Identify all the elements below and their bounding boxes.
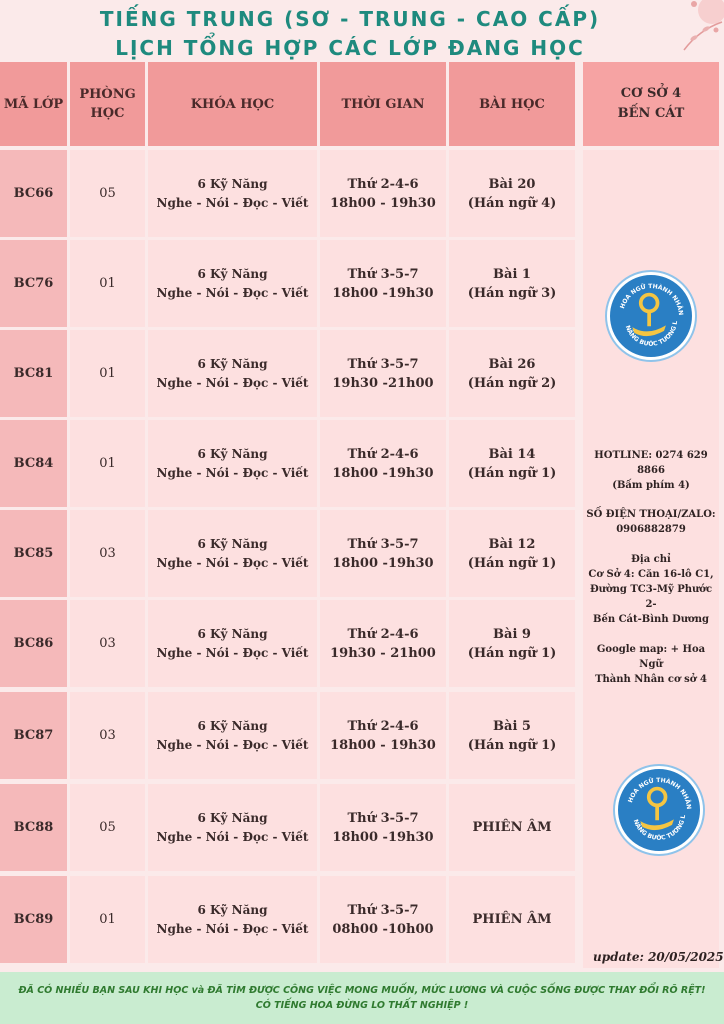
lesson-cell (449, 876, 575, 963)
course-cell-line: 6 Kỹ Năng (197, 446, 268, 461)
course-cell-line: Nghe - Nói - Đọc - Viết (156, 645, 309, 660)
room-cell: 03 (70, 692, 145, 779)
lesson-cell-line: Bài 5 (493, 718, 531, 734)
room-cell: 03 (70, 600, 145, 687)
header-lesson: BÀI HỌC (449, 62, 575, 146)
time-cell-line: Thứ 3-5-7 (347, 266, 419, 282)
school-logo-icon (615, 766, 703, 854)
lesson-cell-line: Bài 1 (493, 266, 531, 282)
branch-name: CƠ SỞ 4 (620, 86, 682, 101)
time-cell-line: Thứ 2-4-6 (347, 446, 419, 462)
room-cell: 01 (70, 420, 145, 507)
time-cell (320, 876, 446, 963)
time-cell (320, 692, 446, 779)
course-cell-line: 6 Kỹ Năng (197, 356, 268, 371)
course-cell-line: Nghe - Nói - Đọc - Viết (156, 195, 309, 210)
time-cell (320, 240, 446, 327)
address-line: Bến Cát-Bình Dương (593, 614, 709, 625)
course-cell-line: 6 Kỹ Năng (197, 536, 268, 551)
room-cell: 01 (70, 330, 145, 417)
course-cell (148, 330, 317, 417)
footer-line: CÓ TIẾNG HOA ĐỪNG LO THẤT NGHIỆP ! (255, 1000, 469, 1011)
course-cell (148, 420, 317, 507)
time-cell (320, 600, 446, 687)
lesson-cell-line: (Hán ngữ 1) (467, 737, 557, 753)
lesson-cell (449, 784, 575, 871)
contact-block (586, 507, 716, 687)
lesson-cell-line: Bài 9 (493, 626, 531, 642)
course-cell (148, 510, 317, 597)
time-cell-line: 18h00 -19h30 (332, 465, 434, 481)
address-line: Cơ Sở 4: Căn 16-lô C1, (588, 569, 714, 580)
time-cell-line: 08h00 -10h00 (332, 921, 434, 937)
address-label: Địa chỉ (631, 554, 671, 565)
phone-number[interactable]: 0906882879 (616, 524, 686, 535)
lesson-cell-line: (Hán ngữ 3) (467, 285, 557, 301)
header-room: PHÒNG HỌC (70, 62, 145, 146)
hotline-block (586, 448, 716, 493)
time-cell-line: 18h00 -19h30 (332, 829, 434, 845)
time-cell-line: Thứ 2-4-6 (347, 176, 419, 192)
class-code-cell: BC88 (0, 784, 67, 871)
footer-banner (0, 972, 724, 1024)
lesson-cell-line: (Hán ngữ 1) (467, 465, 557, 481)
course-cell-line: 6 Kỹ Năng (197, 718, 268, 733)
lesson-cell (449, 420, 575, 507)
logo-bottom-text: NÂNG BƯỚC TƯƠNG L (631, 814, 688, 842)
course-cell (148, 876, 317, 963)
course-cell (148, 240, 317, 327)
school-logo-icon (607, 272, 695, 360)
course-cell (148, 784, 317, 871)
lesson-cell-line: Bài 14 (488, 446, 536, 462)
room-cell: 01 (70, 240, 145, 327)
lesson-cell (449, 600, 575, 687)
course-cell-line: Nghe - Nói - Đọc - Viết (156, 921, 309, 936)
lesson-cell (449, 510, 575, 597)
lesson-cell (449, 150, 575, 237)
class-code-cell: BC76 (0, 240, 67, 327)
class-code-cell: BC85 (0, 510, 67, 597)
page-title: TIẾNG TRUNG (SƠ - TRUNG - CAO CẤP) (99, 7, 601, 31)
lesson-cell-line: Bài 12 (488, 536, 536, 552)
class-code-cell: BC89 (0, 876, 67, 963)
hotline-note: (Bấm phím 4) (612, 480, 690, 491)
header-class-code: MÃ LỚP (0, 62, 67, 146)
branch-location: BẾN CÁT (617, 106, 685, 121)
course-cell-line: Nghe - Nói - Đọc - Viết (156, 737, 309, 752)
lesson-cell (449, 330, 575, 417)
lesson-cell (449, 240, 575, 327)
course-cell-line: 6 Kỹ Năng (197, 176, 268, 191)
course-cell-line: Nghe - Nói - Đọc - Viết (156, 465, 309, 480)
course-cell-line: 6 Kỹ Năng (197, 266, 268, 281)
course-cell-line: 6 Kỹ Năng (197, 810, 268, 825)
course-cell-line: Nghe - Nói - Đọc - Viết (156, 285, 309, 300)
time-cell-line: Thứ 3-5-7 (347, 902, 419, 918)
course-cell (148, 150, 317, 237)
class-code-cell: BC66 (0, 150, 67, 237)
room-cell: 05 (70, 784, 145, 871)
course-cell (148, 600, 317, 687)
time-cell-line: 18h00 -19h30 (332, 285, 434, 301)
time-cell-line: Thứ 2-4-6 (347, 626, 419, 642)
time-cell-line: Thứ 2-4-6 (347, 718, 419, 734)
time-cell (320, 420, 446, 507)
class-code-cell: BC86 (0, 600, 67, 687)
address-line: Đường TC3-Mỹ Phước 2- (589, 584, 713, 610)
hotline[interactable]: HOTLINE: 0274 629 8866 (594, 450, 708, 476)
course-cell (148, 692, 317, 779)
time-cell (320, 330, 446, 417)
lesson-cell-line: (Hán ngữ 1) (467, 645, 557, 661)
class-code-cell: BC84 (0, 420, 67, 507)
course-cell-line: 6 Kỹ Năng (197, 626, 268, 641)
logo-bottom-text: NÂNG BƯỚC TƯƠNG L (623, 320, 680, 348)
lesson-cell-line: (Hán ngữ 1) (467, 555, 557, 571)
time-cell-line: 19h30 - 21h00 (330, 645, 436, 661)
floral-decoration-icon (664, 0, 724, 60)
logo-top-text: HOA NGỮ THÀNH NHÂN (627, 777, 693, 810)
page-subtitle: LỊCH TỔNG HỢP CÁC LỚP ĐANG HỌC (115, 36, 585, 60)
footer-line: ĐÃ CÓ NHIỀU BẠN SAU KHI HỌC và ĐÃ TÌM ĐƯỢC CÔNG VIỆC MONG MUỐN, MỨC LƯƠNG VÀ CUỘC SỐNG ĐƯỢC THAY ĐỔI RÕ RỆT! (18, 985, 706, 996)
lesson-cell-line: Bài 20 (488, 176, 536, 192)
class-code-cell: BC81 (0, 330, 67, 417)
course-cell-line: 6 Kỹ Năng (197, 902, 268, 917)
lesson-cell-line: (Hán ngữ 4) (467, 195, 557, 211)
room-cell: 03 (70, 510, 145, 597)
time-cell-line: Thứ 3-5-7 (347, 810, 419, 826)
phone-label: SỐ ĐIỆN THOẠI/ZALO: (586, 509, 716, 520)
update-date: update: 20/05/2025 (593, 950, 724, 964)
lesson-cell-line: PHIÊN ÂM (472, 912, 552, 927)
lesson-cell-line: PHIÊN ÂM (472, 820, 552, 835)
lesson-cell-line: (Hán ngữ 2) (467, 375, 557, 391)
course-cell-line: Nghe - Nói - Đọc - Viết (156, 375, 309, 390)
time-cell (320, 150, 446, 237)
branch-header (583, 62, 719, 146)
course-cell-line: Nghe - Nói - Đọc - Viết (156, 555, 309, 570)
time-cell-line: 19h30 -21h00 (332, 375, 434, 391)
course-cell-line: Nghe - Nói - Đọc - Viết (156, 829, 309, 844)
time-cell-line: 18h00 - 19h30 (330, 737, 436, 753)
lesson-cell-line: Bài 26 (488, 356, 536, 372)
time-cell-line: 18h00 -19h30 (332, 555, 434, 571)
time-cell-line: Thứ 3-5-7 (347, 356, 419, 372)
time-cell (320, 510, 446, 597)
room-cell: 05 (70, 150, 145, 237)
logo-top-text: HOA NGỮ THÀNH NHÂN (619, 283, 685, 316)
room-cell: 01 (70, 876, 145, 963)
lesson-cell (449, 692, 575, 779)
header-time: THỜI GIAN (320, 62, 446, 146)
time-cell (320, 784, 446, 871)
header-course: KHÓA HỌC (148, 62, 317, 146)
google-map-link[interactable]: Google map: + Hoa Ngữ (596, 644, 706, 670)
class-code-cell: BC87 (0, 692, 67, 779)
time-cell-line: 18h00 - 19h30 (330, 195, 436, 211)
google-map-link[interactable]: Thành Nhân cơ sở 4 (595, 674, 707, 685)
time-cell-line: Thứ 3-5-7 (347, 536, 419, 552)
